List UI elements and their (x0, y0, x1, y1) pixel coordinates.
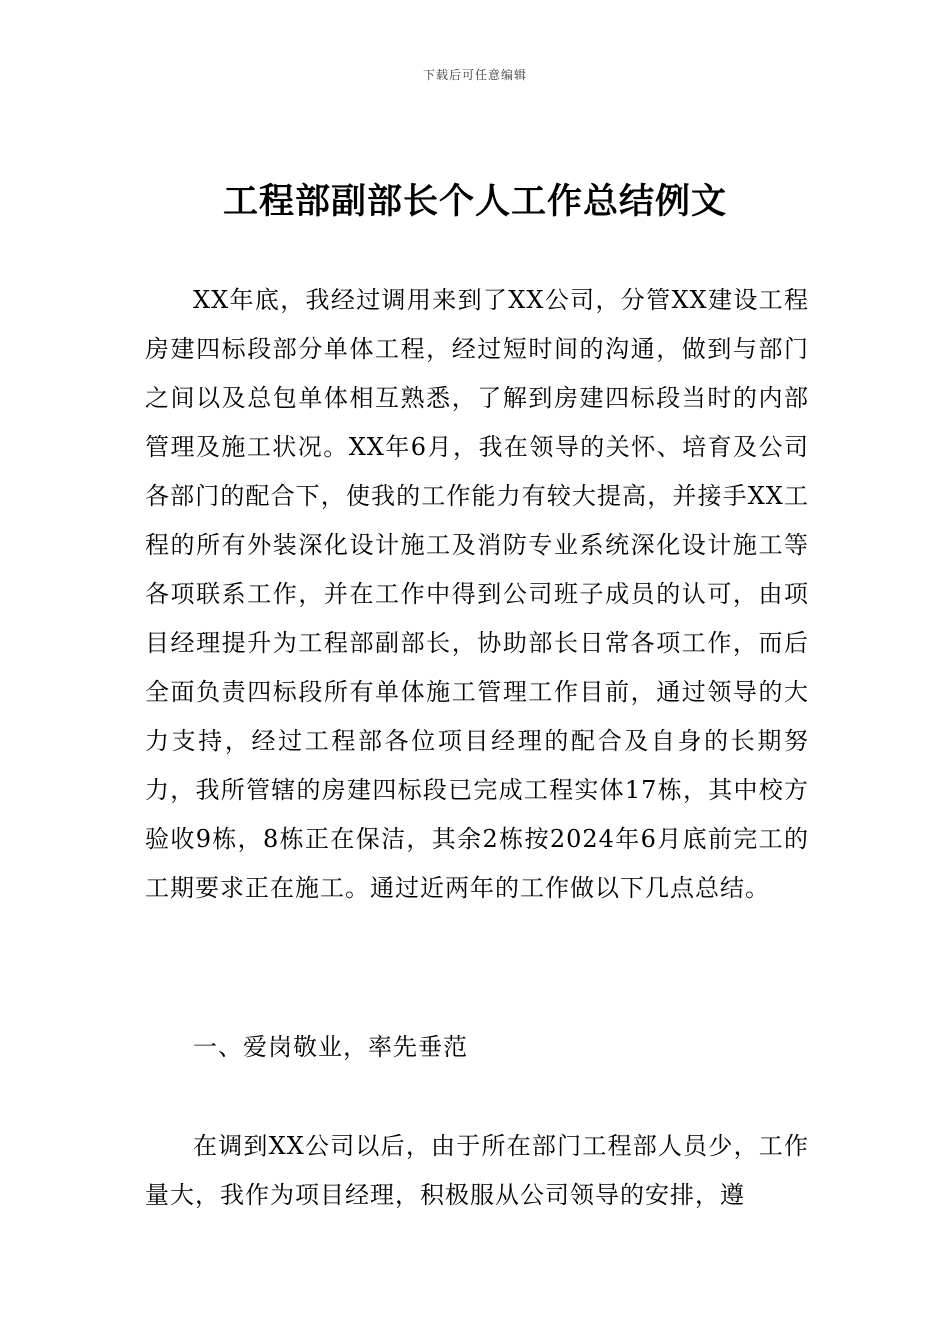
body-paragraph-2: 在调到XX公司以后，由于所在部门工程部人员少，工作量大，我作为项目经理，积极服从公司领导的安排，遵 (145, 1132, 809, 1209)
document-title: 工程部副部长个人工作总结例文 (222, 181, 727, 222)
section-heading-1: 一、爱岗敬业，率先垂范 (193, 1033, 468, 1061)
page-header-note: 下载后可任意编辑 (422, 68, 527, 82)
body-paragraph-1: XX年底，我经过调用来到了XX公司，分管XX建设工程房建四标段部分单体工程，经过短时间的沟通，做到与部门之间以及总包单体相互熟悉，了解到房建四标段当时的内部管理及施工状况。XX年6月，我在领导的关怀、培育及公司各部门的配合下，使我的工作能力有较大提高，并接手XX工程的所有外装深化设计施工及消防专业系统深化设计施工等各项联系工作，并在工作中得到公司班子成员的认可，由项目经理提升为工程部副部长，协助部长日常各项工作，而后全面负责四标段所有单体施工管理工作目前，通过领导的大力支持，经过工程部各位项目经理的配合及自身的长期努力，我所管辖的房建四标段已完成工程实体17栋，其中校方验收9栋，8栋正在保洁，其余2栋按2024年6月底前完工的工期要求正在施工。通过近两年的工作做以下几点总结。 (145, 286, 809, 902)
